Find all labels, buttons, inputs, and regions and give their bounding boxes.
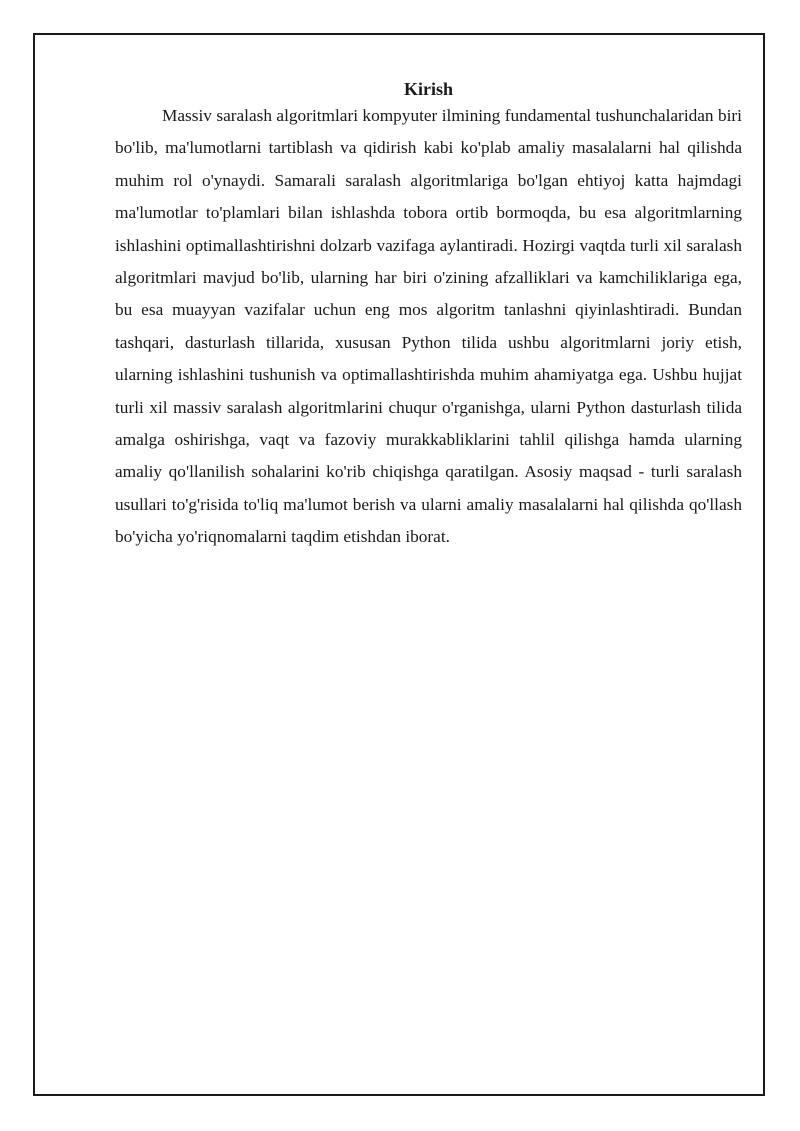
intro-paragraph: Massiv saralash algoritmlari kompyuter ilmining fundamental tushunchalaridan biri bo'lib, ma'lumotlarni tartiblash va qidirish kabi ko'plab amaliy masalalarni hal qilishda muhim rol o'ynaydi. Samarali saralash algoritmlariga bo'lgan ehtiyoj katta hajmdagi ma'lumotlar to'plamlari bilan ishlashda tobora ortib bormoqda, bu esa algoritmlarning ishlashini optimallashtirishni dolzarb vazifaga aylantiradi. Hozirgi vaqtda turli xil saralash algoritmlari mavjud bo'lib, ularning har biri o'zining afzalliklari va kamchiliklariga ega, bu esa muayyan vazifalar uchun eng mos algoritm tanlashni qiyinlashtiradi. Bundan tashqari, dasturlash tillarida, xususan Python tilida ushbu algoritmlarni joriy etish, ularning ishlashini tushunish va optimallashtirishda muhim ahamiyatga ega. Ushbu hujjat turli xil massiv saralash algoritmlarini chuqur o'rganishga, ularni Python dasturlash tilida amalga oshirishga, vaqt va fazoviy murakkabliklarini tahlil qilishga hamda ularning amaliy qo'llanilish sohalarini ko'rib chiqishga qaratilgan. Asosiy maqsad - turli saralash usullari to'g'risida to'liq ma'lumot berish va ularni amaliy masalalarni hal qilishda qo'llash bo'yicha yo'riqnomalarni taqdim etishdan iborat. [115,106,742,547]
document-body [115,78,742,554]
section-heading: Kirish [403,79,453,99]
